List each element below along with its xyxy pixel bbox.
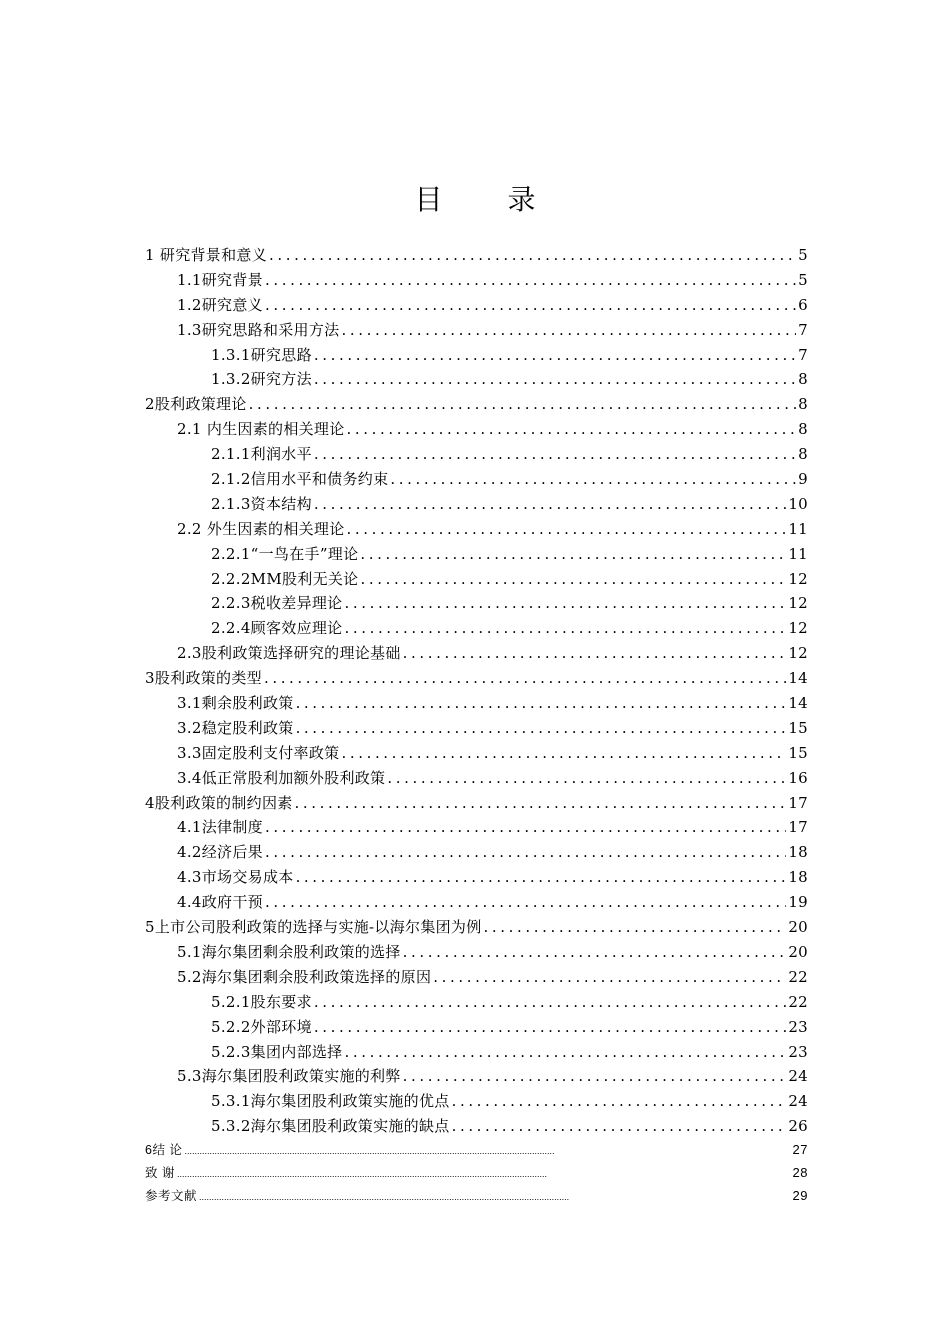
toc-dot-leader [296,868,787,886]
toc-dot-leader [347,520,787,538]
toc-entry[interactable] [145,592,808,617]
toc-entry[interactable] [145,294,808,319]
toc-entry[interactable] [145,1065,808,1090]
toc-entry-page-number: 23 [788,1042,808,1061]
toc-entry-page-number: 8 [798,445,808,464]
toc-entry[interactable] [145,269,808,294]
toc-entry-page-number: 14 [788,669,808,688]
toc-entry[interactable] [145,1016,808,1041]
toc-dot-leader [177,1169,791,1179]
toc-entry-page-number: 8 [798,370,808,389]
toc-entry-page-number: 12 [788,644,808,663]
toc-entry-label: 3股利政策的类型 [145,669,262,688]
toc-entry[interactable] [145,717,808,742]
toc-entry-label: 2股利政策理论 [145,395,247,414]
toc-entry-label: 2.2.1“一鸟在手”理论 [211,544,359,563]
toc-entry-label: 2.3股利政策选择研究的理论基础 [177,644,401,663]
toc-entry-label: 5.3.1海尔集团股利政策实施的优点 [211,1092,450,1111]
toc-dot-leader [361,570,787,588]
toc-entry[interactable] [145,368,808,393]
toc-entry-page-number: 7 [798,345,808,364]
toc-entry-label: 1.3.1研究思路 [211,345,312,364]
toc-entry[interactable] [145,1186,808,1209]
toc-entry-label: 5.2.3集团内部选择 [211,1042,343,1061]
toc-entry-page-number: 6 [798,295,808,314]
toc-entry[interactable] [145,941,808,966]
toc-entry-page-number: 7 [798,320,808,339]
toc-entry-label: 1.2研究意义 [177,295,263,314]
toc-entry[interactable] [145,543,808,568]
toc-entry[interactable] [145,617,808,642]
toc-entry[interactable] [145,344,808,369]
toc-entry-page-number: 12 [788,569,808,588]
toc-dot-leader [264,669,786,687]
toc-dot-leader [341,321,796,339]
toc-dot-leader [403,644,787,662]
toc-dot-leader [296,719,787,737]
toc-entry-page-number: 11 [788,519,808,538]
toc-entry-page-number: 10 [788,494,808,513]
toc-entry[interactable] [145,1140,808,1163]
toc-entry-page-number: 8 [798,395,808,414]
toc-entry[interactable] [145,1115,808,1140]
toc-entry[interactable] [145,1163,808,1186]
toc-entry-label: 4.4政府干预 [177,893,263,912]
toc-dot-leader [347,420,797,438]
toc-entry-page-number: 23 [788,1017,808,1036]
toc-dot-leader [295,794,787,812]
toc-entry-page-number: 15 [788,743,808,762]
toc-dot-leader [314,1018,786,1036]
toc-entry[interactable] [145,568,808,593]
toc-dot-leader [314,445,796,463]
toc-entry[interactable] [145,319,808,344]
toc-entry[interactable] [145,1041,808,1066]
toc-dot-leader [403,943,787,961]
toc-dot-leader [296,694,787,712]
toc-entry-page-number: 19 [788,893,808,912]
toc-entry-label: 2.1.1利润水平 [211,445,312,464]
toc-entry[interactable] [145,642,808,667]
toc-entry-page-number: 14 [788,694,808,713]
toc-entry[interactable] [145,792,808,817]
toc-entry-page-number: 28 [792,1165,808,1181]
toc-dot-leader [452,1092,787,1110]
toc-entry-label: 4.3市场交易成本 [177,868,294,887]
toc-entry-page-number: 24 [788,1092,808,1111]
toc-entry-page-number: 11 [788,544,808,563]
toc-entry-label: 1.1研究背景 [177,270,263,289]
toc-entry-label: 2.2.3税收差异理论 [211,594,343,613]
toc-entry[interactable] [145,418,808,443]
toc-entry-label: 4.1法律制度 [177,818,263,837]
toc-entry[interactable] [145,393,808,418]
toc-entry-page-number: 17 [788,818,808,837]
toc-entry-label: 5.1海尔集团剩余股利政策的选择 [177,942,401,961]
toc-entry-page-number: 29 [792,1188,808,1204]
toc-entry[interactable] [145,493,808,518]
toc-entry-page-number: 27 [792,1142,808,1158]
toc-dot-leader [249,395,797,413]
toc-dot-leader [269,246,796,264]
toc-dot-leader [314,993,786,1011]
toc-entry-label: 1.3研究思路和采用方法 [177,320,340,339]
toc-entry-page-number: 24 [788,1067,808,1086]
toc-entry-page-number: 18 [788,843,808,862]
toc-entry[interactable] [145,468,808,493]
toc-dot-leader [314,495,786,513]
toc-entry[interactable] [145,767,808,792]
toc-entry[interactable] [145,841,808,866]
toc-entry-label: 2.2.4顾客效应理论 [211,619,343,638]
toc-dot-leader [314,346,796,364]
toc-dot-leader [265,271,796,289]
toc-entry[interactable] [145,816,808,841]
toc-entry-label: 1 研究背景和意义 [145,246,268,264]
toc-dot-leader [360,545,786,563]
toc-entry[interactable] [145,667,808,692]
toc-entry-label: 5.3.2海尔集团股利政策实施的缺点 [211,1117,450,1136]
toc-dot-leader [341,744,786,762]
toc-entry-label: 参考文献 [145,1189,198,1204]
toc-entry-page-number: 20 [788,918,808,937]
toc-dot-leader [184,1146,790,1156]
toc-entry-label: 5.2.1股东要求 [211,992,312,1011]
toc-entry-label: 3.2稳定股利政策 [177,718,294,737]
toc-entry-page-number: 12 [788,594,808,613]
toc-dot-leader [390,470,796,488]
toc-entry-label: 4股利政策的制约因素 [145,793,293,812]
toc-entry-label: 致 谢 [145,1166,175,1181]
toc-entry-page-number: 8 [798,420,808,439]
toc-entry-page-number: 20 [788,942,808,961]
toc-entry[interactable] [145,966,808,991]
toc-entry-page-number: 26 [788,1117,808,1136]
toc-entry-label: 5上市公司股利政策的选择与实施-以海尔集团为例 [145,918,482,937]
toc-entry-label: 5.2.2外部环境 [211,1017,312,1036]
toc-entry-label: 2.2 外生因素的相关理论 [177,519,345,538]
page-title: 目 录 [414,183,564,216]
toc-entry[interactable] [145,916,808,941]
toc-entry-label: 6结 论 [145,1143,183,1158]
toc-dot-leader [344,594,786,612]
toc-entry-page-number: 5 [798,246,808,264]
toc-dot-leader [265,893,786,911]
toc-entry-page-number: 9 [798,470,808,489]
toc-entry-label: 3.3固定股利支付率政策 [177,743,340,762]
toc-dot-leader [344,1043,786,1061]
toc-entry-label: 1.3.2研究方法 [211,370,312,389]
toc-entry-label: 2.2.2MM股利无关论 [211,569,359,588]
toc-dot-leader [344,619,786,637]
toc-entry-page-number: 22 [788,992,808,1011]
toc-dot-leader [433,968,786,986]
toc-dot-leader [452,1117,787,1135]
toc-entry-label: 3.1剩余股利政策 [177,694,294,713]
toc-entry[interactable] [145,244,808,269]
toc-entry[interactable] [145,866,808,891]
toc-entry[interactable] [145,742,808,767]
toc-entry[interactable] [145,891,808,916]
toc-entry-page-number: 16 [788,768,808,787]
toc-entry-label: 2.1.2信用水平和债务约束 [211,470,389,489]
toc-entry[interactable] [145,991,808,1016]
toc-entry-label: 4.2经济后果 [177,843,263,862]
toc-dot-leader [199,1192,791,1202]
table-of-contents [145,244,808,1209]
toc-entry-label: 2.1.3资本结构 [211,494,312,513]
toc-entry-page-number: 17 [788,793,808,812]
toc-entry-page-number: 15 [788,718,808,737]
toc-entry[interactable] [145,443,808,468]
toc-entry[interactable] [145,692,808,717]
toc-entry-label: 2.1 内生因素的相关理论 [177,420,345,439]
toc-entry-page-number: 12 [788,619,808,638]
toc-entry-label: 5.3海尔集团股利政策实施的利弊 [177,1067,401,1086]
toc-entry-page-number: 18 [788,868,808,887]
toc-dot-leader [265,818,786,836]
toc-entry-page-number: 5 [798,270,808,289]
toc-entry[interactable] [145,518,808,543]
toc-dot-leader [265,296,796,314]
toc-entry-label: 5.2海尔集团剩余股利政策选择的原因 [177,967,432,986]
toc-entry-page-number: 22 [788,967,808,986]
toc-entry-label: 3.4低正常股利加额外股利政策 [177,768,386,787]
toc-entry[interactable] [145,1090,808,1115]
toc-dot-leader [314,370,796,388]
toc-dot-leader [403,1067,787,1085]
toc-dot-leader [387,769,786,787]
toc-dot-leader [265,843,786,861]
toc-dot-leader [484,918,787,936]
